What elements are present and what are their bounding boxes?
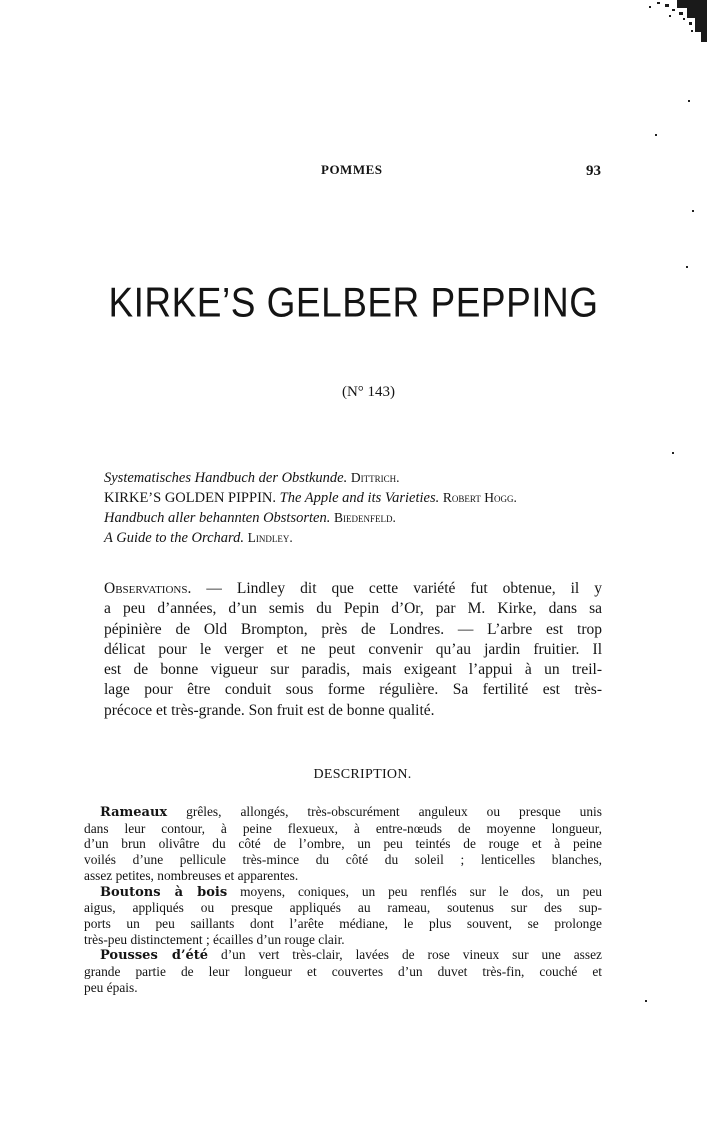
observations-line: pépinière de Old Brompton, près de Londres. — L’arbre est trop	[104, 620, 602, 638]
description-term: Boutons à bois	[100, 884, 228, 900]
observations-lead: Observations.	[104, 580, 192, 597]
observations-line: est de bonne vigueur sur paradis, mais exigeant l’appui à un treil-	[104, 661, 602, 679]
reference-author: Robert Hogg.	[442, 490, 517, 505]
description-line: très-peu distinctement ; écailles d’un rouge clair.	[84, 931, 345, 947]
description-text: grêles, allongés, très-obscurément anguleux ou presque unis	[186, 804, 602, 819]
description-term: Rameaux	[100, 805, 168, 820]
reference-prefix: KIRKE’S GOLDEN PIPPIN.	[104, 490, 276, 506]
description-body	[84, 804, 602, 995]
description-line: grande partie de leur longueur et couvertes d’un duvet très-fin, couché et	[84, 964, 602, 980]
description-term: Pousses d’été	[100, 948, 209, 964]
description-line: voilés d’une pellicule très-mince du côté du soleil ; lenticelles blanches,	[84, 852, 602, 868]
observations-line: précoce et très-grande. Son fruit est de bonne qualité.	[104, 701, 435, 719]
scan-edge-noise	[617, 0, 707, 45]
running-head	[0, 162, 707, 186]
description-line: d’un brun olivâtre du côté de l’ombre, un peu teintés de rouge et à peine	[84, 836, 602, 852]
description-line: dans leur contour, à peine flexueux, à entre-nœuds de moyenne longueur,	[84, 820, 602, 836]
description-line	[84, 884, 602, 901]
page-number: 93	[586, 163, 601, 179]
reference-work: Systematisches Handbuch der Obstkunde.	[104, 470, 348, 486]
reference-item	[104, 528, 624, 548]
reference-author: Dittrich.	[350, 470, 400, 485]
description-line	[84, 804, 602, 821]
variety-number: (N° 143)	[341, 384, 396, 400]
description-line: ports un peu saillants dont l’arête médiane, le plus souvent, se prolonge	[84, 915, 602, 931]
reference-work: A Guide to the Orchard.	[104, 530, 245, 546]
reference-list	[104, 468, 624, 548]
reference-work: Handbuch aller behannten Obstsorten.	[104, 510, 331, 526]
description-text: moyens, coniques, un peu renflés sur le dos, un peu	[240, 883, 602, 899]
observations-line: lage pour être conduit sous forme régulière. Sa fertilité est très-	[104, 681, 602, 699]
observations-text: — Lindley dit que cette variété fut obtenue, il y	[206, 580, 603, 597]
reference-item	[104, 468, 624, 488]
description-line: aigus, appliqués ou presque appliqués au rameau, soutenus sur des sup-	[84, 900, 602, 916]
observations-paragraph	[104, 579, 602, 721]
reference-item	[104, 488, 624, 508]
variety-title: KIRKE’S GELBER PEPPING	[108, 279, 599, 326]
observations-line: a peu d’années, d’un semis du Pepin d’Or, par M. Kirke, dans sa	[104, 600, 602, 618]
observations-line: délicat pour le verger et ne peut convenir qu’au jardin fruitier. Il	[104, 640, 602, 658]
description-line: assez petites, nombreuses et apparentes.	[84, 867, 299, 883]
description-text: d’un vert très-clair, lavées de rose vineux sur une assez	[221, 947, 602, 963]
reference-author: Biedenfeld.	[333, 510, 396, 525]
description-line	[84, 947, 602, 964]
running-title: POMMES	[321, 162, 383, 177]
description-heading: DESCRIPTION.	[313, 767, 412, 782]
reference-item	[104, 508, 624, 528]
reference-work: The Apple and its Varieties.	[279, 490, 440, 506]
description-line: peu épais.	[84, 979, 138, 995]
observations-line	[104, 579, 602, 599]
reference-author: Lindley.	[247, 530, 293, 545]
